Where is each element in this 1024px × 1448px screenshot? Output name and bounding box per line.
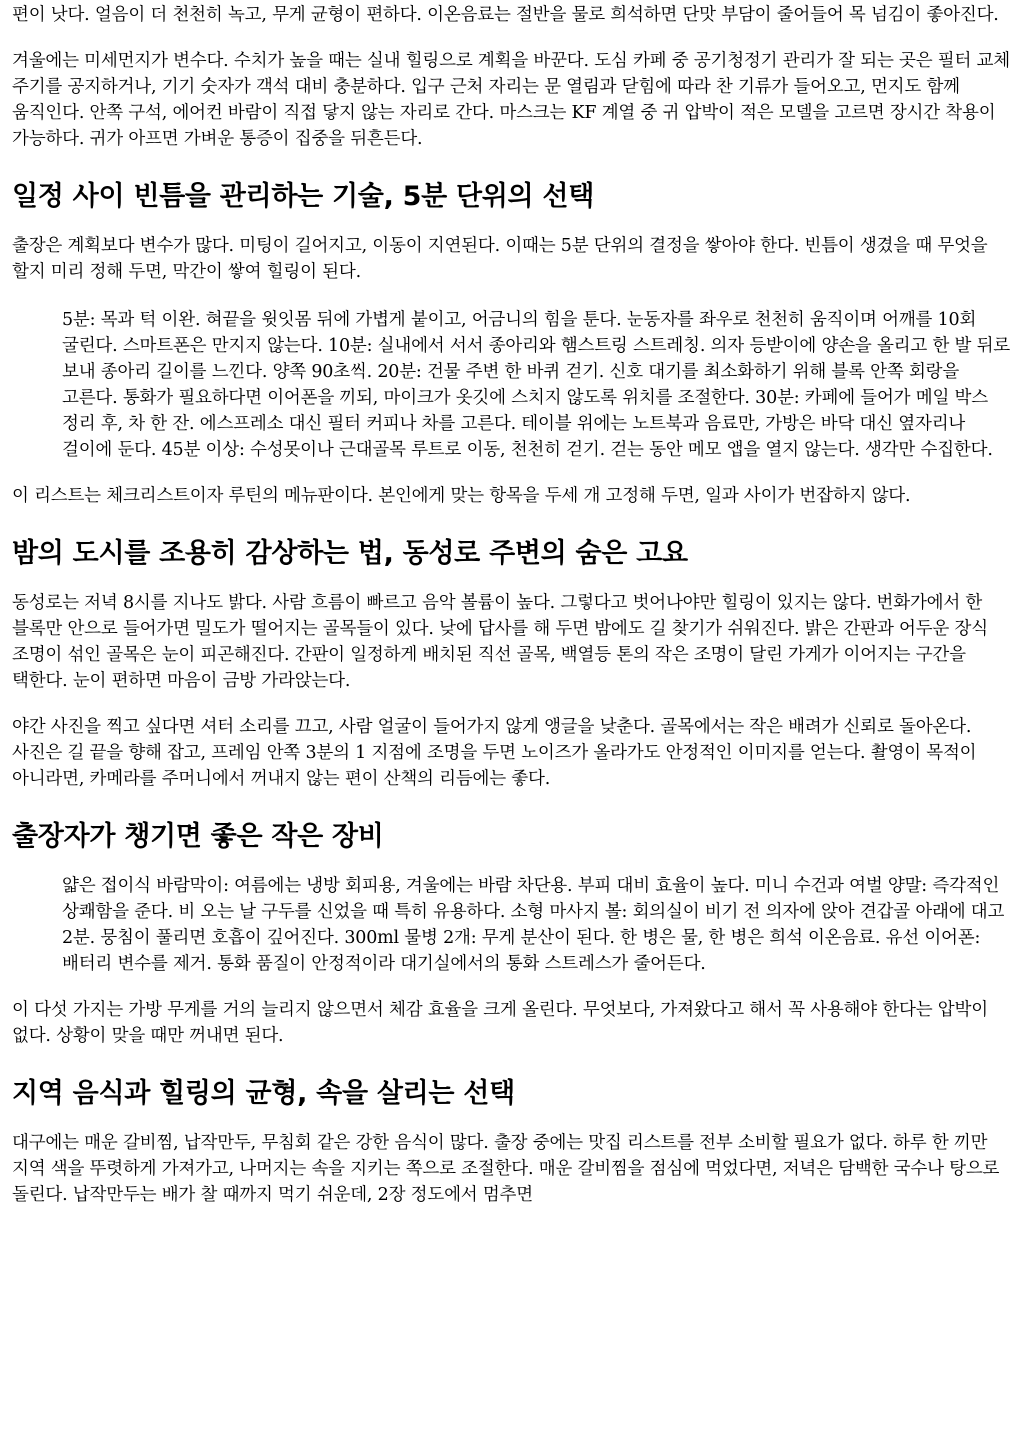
paragraph-five-items: 이 다섯 가지는 가방 무게를 거의 늘리지 않으면서 체감 효율을 크게 올린다. 무엇보다, 가져왔다고 해서 꼭 사용해야 한다는 압박이 없다. 상황이 맞을 때만 꺼내면 된다. — [12, 1000, 988, 1046]
paragraph-business-trip-variables: 출장은 계획보다 변수가 많다. 미팅이 길어지고, 이동이 지연된다. 이때는 5분 단위의 결정을 쌓아야 한다. 빈틈이 생겼을 때 무엇을 할지 미리 정해 두면, 막간이 쌓여 힐링이 된다. — [12, 236, 988, 282]
heading-small-gear: 출장자가 챙기면 좋은 작은 장비 — [12, 821, 384, 852]
paragraph-daegu-food: 대구에는 매운 갈비찜, 납작만두, 무침회 같은 강한 음식이 많다. 출장 중에는 맛집 리스트를 전부 소비할 필요가 없다. 하루 한 끼만 지역 색을 뚜렷하게 가져가고, 나머지는 속을 지키는 쪽으로 조절한다. 매운 갈비찜을 점심에 먹었다면, 저녁은 담백한 국수나 탕으로 돌린다. 납작만두는 배가 찰 때까지 먹기 쉬운데, 2장 정도에서 멈추면 — [12, 1133, 1000, 1205]
quote-five-minute-routines: 5분: 목과 턱 이완. 혀끝을 윗잇몸 뒤에 가볍게 붙이고, 어금니의 힘을 툰다. 눈동자를 좌우로 천천히 움직이며 어깨를 10회 굴린다. 스마트폰은 만지지 않는다. 10분: 실내에서 서서 종아리와 햄스트링 스트레칭. 의자 등받이에 양손을 올리고 한 발 뒤로 보내 종아리 길이를 느낀다. 양쪽 90초씩. 20분: 건물 주변 한 바퀴 걷기. 신호 대기를 최소화하기 위해 블록 안쪽 회랑을 고른다. 통화가 필요하다면 이어폰을 끼되, 마이크가 옷깃에 스치지 않도록 위치를 조절한다. 30분: 카페에 들어가 메일 박스 정리 후, 차 한 잔. 에스프레소 대신 필터 커피나 차를 고른다. 테이블 위에는 노트북과 음료만, 가방은 바닥 대신 옆자리나 걸이에 둔다. 45분 이상: 수성못이나 근대골목 루트로 이동, 천천히 걷기. 걷는 동안 메모 앱을 열지 않는다. 생각만 수집한다. — [62, 310, 1010, 460]
blockquote-five-minute-routines — [62, 307, 1010, 463]
paragraph-winter-dust: 겨울에는 미세먼지가 변수다. 수치가 높을 때는 실내 힐링으로 계획을 바꾼다. 도심 카페 중 공기청정기 관리가 잘 되는 곳은 필터 교체 주기를 공지하거나, 기기 숫자가 객석 대비 충분하다. 입구 근처 자리는 문 열림과 닫힘에 따라 찬 기류가 들어오고, 먼지도 함께 움직인다. 안쪽 구석, 에어컨 바람이 직접 닿지 않는 자리로 간다. 마스크는 KF 계열 중 귀 압박이 적은 모델을 고르면 장시간 착용이 가능하다. 귀가 아프면 가벼운 통증이 집중을 뒤흔든다. — [12, 51, 1010, 149]
paragraph-night-photos: 야간 사진을 찍고 싶다면 셔터 소리를 끄고, 사람 얼굴이 들어가지 않게 앵글을 낮춘다. 골목에서는 작은 배려가 신뢰로 돌아온다. 사진은 길 끝을 향해 잡고, 프레임 안쪽 3분의 1 지점에 조명을 두면 노이즈가 올라가도 안정적인 이미지를 얻는다. 촬영이 목적이 아니라면, 카메라를 주머니에서 꺼내지 않는 편이 산책의 리듬에는 좋다. — [12, 717, 977, 789]
paragraph-checklist-menu: 이 리스트는 체크리스트이자 루틴의 메뉴판이다. 본인에게 맞는 항목을 두세 개 고정해 두면, 일과 사이가 번잡하지 않다. — [12, 486, 911, 506]
heading-local-food: 지역 음식과 힐링의 균형, 속을 살리는 선택 — [12, 1078, 515, 1109]
heading-night-city: 밤의 도시를 조용히 감상하는 법, 동성로 주변의 숨은 고요 — [12, 538, 688, 569]
heading-gap-management: 일정 사이 빈틈을 관리하는 기술, 5분 단위의 선택 — [12, 181, 595, 212]
paragraph-dongseongro-alleys: 동성로는 저녁 8시를 지나도 밝다. 사람 흐름이 빠르고 음악 볼륨이 높다. 그렇다고 벗어나야만 힐링이 있지는 않다. 번화가에서 한 블록만 안으로 들어가면 밀도가 떨어지는 골목들이 있다. 낮에 답사를 해 두면 밤에도 길 찾기가 쉬워진다. 밝은 간판과 어두운 장식 조명이 섞인 골목은 눈이 피곤해진다. 간판이 일정하게 배치된 직선 골목, 백열등 톤의 작은 조명이 달린 가게가 이어지는 구간을 택한다. 눈이 편하면 마음이 금방 가라앉는다. — [12, 593, 988, 691]
blockquote-small-gear — [62, 873, 1010, 977]
quote-small-gear-list: 얇은 접이식 바람막이: 여름에는 냉방 회피용, 겨울에는 바람 차단용. 부피 대비 효율이 높다. 미니 수건과 여벌 양말: 즉각적인 상쾌함을 준다. 비 오는 날 구두를 신었을 때 특히 유용하다. 소형 마사지 볼: 회의실이 비기 전 의자에 앉아 견갑골 아래에 대고 2분. 뭉침이 풀리면 호흡이 깊어진다. 300ml 물병 2개: 무게 분산이 된다. 한 병은 물, 한 병은 희석 이온음료. 유선 이어폰: 배터리 변수를 제거. 통화 품질이 안정적이라 대기실에서의 통화 스트레스가 줄어든다. — [62, 876, 1005, 974]
document-page — [12, 0, 1010, 1208]
paragraph-cold-drinks: 편이 낫다. 얼음이 더 천천히 녹고, 무게 균형이 편하다. 이온음료는 절반을 물로 희석하면 단맛 부담이 줄어들어 목 넘김이 좋아진다. — [12, 5, 999, 25]
